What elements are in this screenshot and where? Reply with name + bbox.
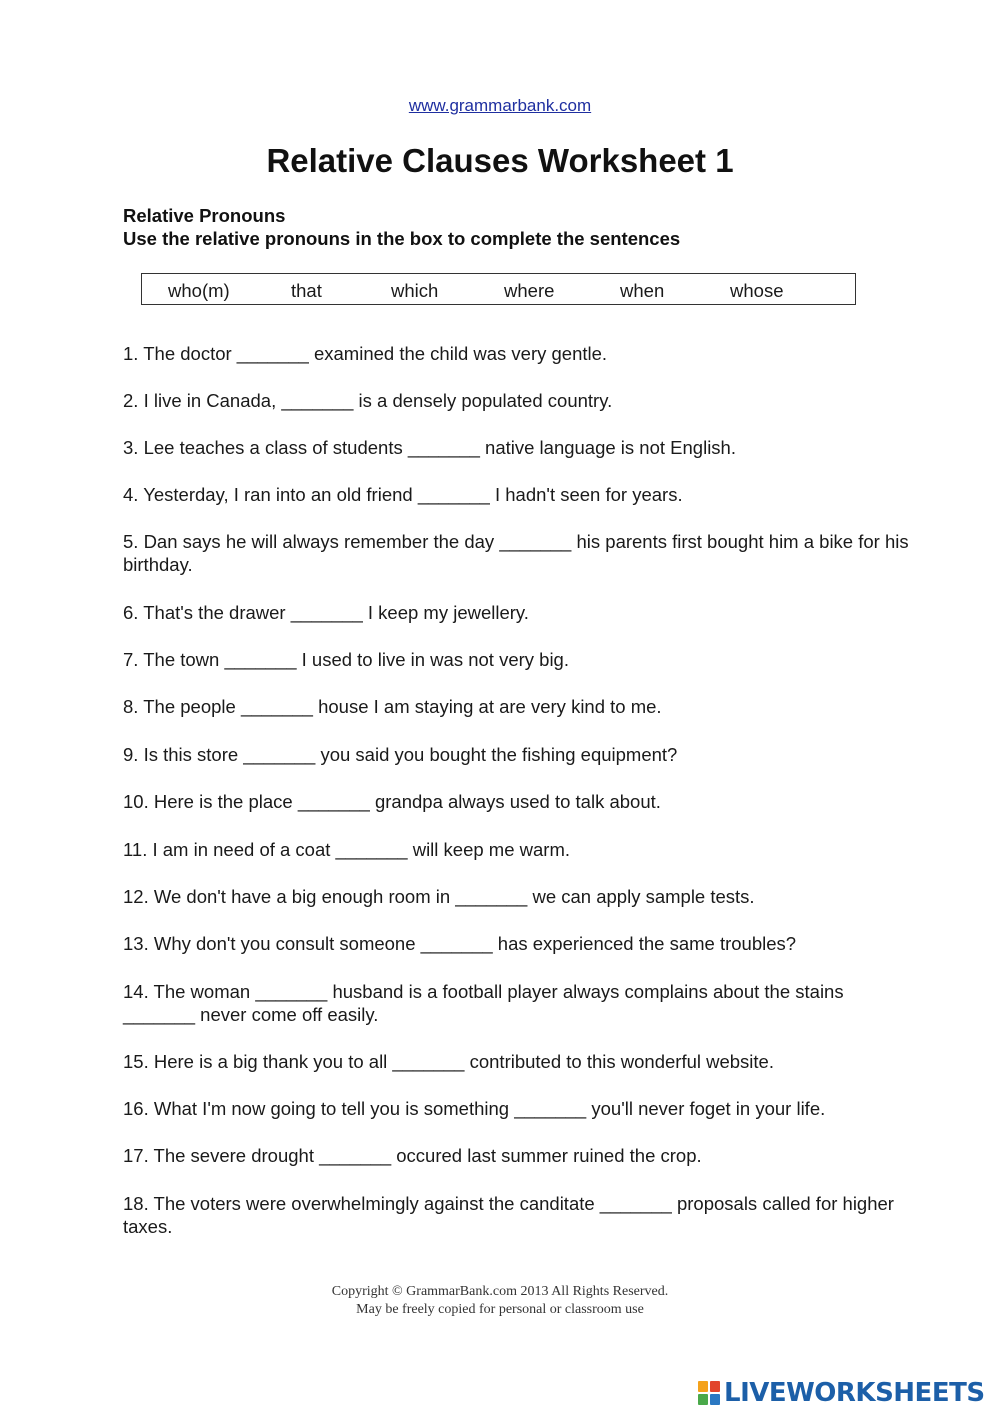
question-item: 17. The severe drought _______ occured last summer ruined the crop. xyxy=(123,1145,702,1166)
question-item: 4. Yesterday, I ran into an old friend _______ I hadn't seen for years. xyxy=(123,484,683,505)
question-item: 14. The woman _______ husband is a football player always complains about the stains _______ never come off easily. xyxy=(123,981,844,1025)
question-item: 11. I am in need of a coat _______ will keep me warm. xyxy=(123,839,570,860)
question-item: 16. What I'm now going to tell you is something _______ you'll never foget in your life. xyxy=(123,1098,826,1119)
copyright-footer xyxy=(0,1283,1000,1319)
site-url-link[interactable]: www.grammarbank.com xyxy=(408,96,592,115)
question-item: 1. The doctor _______ examined the child was very gentle. xyxy=(123,343,608,364)
question-item: 6. That's the drawer _______ I keep my jewellery. xyxy=(123,602,529,623)
word-box-item: when xyxy=(620,280,665,301)
question-item: 10. Here is the place _______ grandpa always used to talk about. xyxy=(123,791,661,812)
word-box xyxy=(141,273,856,305)
worksheet-title: Relative Clauses Worksheet 1 xyxy=(266,142,734,179)
question-item: 18. The voters were overwhelmingly against the canditate _______ proposals called for higher taxes. xyxy=(123,1193,894,1237)
question-item: 5. Dan says he will always remember the day _______ his parents first bought him a bike for his birthday. xyxy=(123,531,909,575)
word-box-item: that xyxy=(291,280,322,301)
word-box-item: who(m) xyxy=(168,280,230,301)
copyright-text: Copyright © GrammarBank.com 2013 All Rights Reserved. xyxy=(331,1284,669,1299)
question-item: 9. Is this store _______ you said you bought the fishing equipment? xyxy=(123,744,678,765)
question-item: 13. Why don't you consult someone _______ has experienced the same troubles? xyxy=(123,933,797,954)
usage-text: May be freely copied for personal or classroom use xyxy=(356,1302,644,1317)
word-box-item: which xyxy=(391,280,439,301)
liveworksheets-logo-icon xyxy=(697,1379,721,1407)
word-box-item: where xyxy=(504,280,555,301)
question-item: 2. I live in Canada, _______ is a densely populated country. xyxy=(123,390,613,411)
question-item: 3. Lee teaches a class of students _______ native language is not English. xyxy=(123,437,736,458)
question-item: 12. We don't have a big enough room in _______ we can apply sample tests. xyxy=(123,886,755,907)
question-item: 8. The people _______ house I am staying at are very kind to me. xyxy=(123,696,662,717)
liveworksheets-brand[interactable] xyxy=(697,1375,985,1411)
section-heading: Relative Pronouns xyxy=(123,205,286,226)
question-item: 15. Here is a big thank you to all _______ contributed to this wonderful website. xyxy=(123,1051,774,1072)
word-box-item: whose xyxy=(730,280,784,301)
question-item: 7. The town _______ I used to live in was not very big. xyxy=(123,649,569,670)
instruction-text: Use the relative pronouns in the box to complete the sentences xyxy=(123,228,681,249)
brand-name: LIVEWORKSHEETS xyxy=(724,1378,985,1408)
